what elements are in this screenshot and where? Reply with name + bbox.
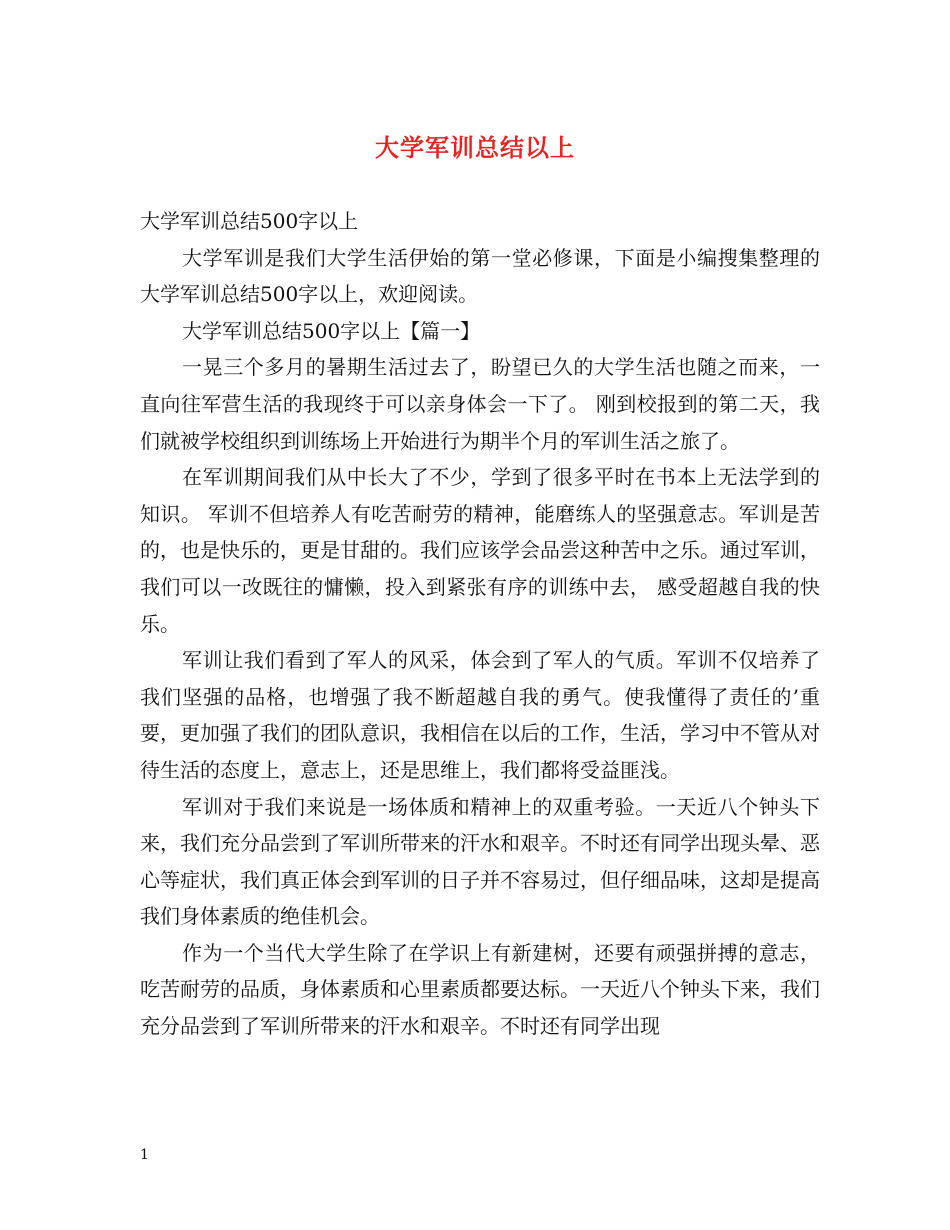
body-paragraph: 在军训期间我们从中长大了不少，学到了很多平时在书本上无法学到的知识。 军训不但培养人有吃苦耐劳的精神，能磨练人的坚强意志。军训是苦的，也是快乐的，更是甘甜的。我们应该学会品尝这种苦中之乐。通过军训，我们可以一改既往的慵懒，投入到紧张有序的训练中去， 感受超越自我的快乐。 bbox=[140, 465, 820, 636]
document-title: 大学军训总结以上 bbox=[375, 133, 575, 162]
body-paragraph: 作为一个当代大学生除了在学识上有新建树，还要有顽强拼搏的意志，吃苦耐劳的品质，身体素质和心里素质都要达标。一天近八个钟头下来，我们充分品尝到了军训所带来的汗水和艰辛。不时还有同学出现 bbox=[140, 940, 820, 1039]
section-heading: 大学军训总结500字以上【篇一】 bbox=[182, 318, 481, 343]
body-paragraph: 军训对于我们来说是一场体质和精神上的双重考验。一天近八个钟头下来，我们充分品尝到了军训所带来的汗水和艰辛。不时还有同学出现头晕、恶心等症状，我们真正体会到军训的日子并不容易过，但仔细品味，这却是提高我们身体素质的绝佳机会。 bbox=[140, 794, 820, 929]
intro-paragraph: 大学军训是我们大学生活伊始的第一堂必修课，下面是小编搜集整理的大学军训总结500字以上，欢迎阅读。 bbox=[140, 245, 820, 307]
page-number: 1 bbox=[140, 1147, 149, 1163]
body-paragraph: 军训让我们看到了军人的风采，体会到了军人的气质。军训不仅培养了我们坚强的品格，也增强了我不断超越自我的勇气。使我懂得了责任的’重要，更加强了我们的团队意识，我相信在以后的工作，生活，学习中不管从对待生活的态度上，意志上，还是思维上，我们都将受益匪浅。 bbox=[140, 648, 820, 782]
subtitle-line: 大学军训总结500字以上 bbox=[140, 209, 359, 233]
body-paragraph: 一晃三个多月的暑期生活过去了，盼望已久的大学生活也随之而来，一直向往军营生活的我现终于可以亲身体会一下了。 刚到校报到的第二天，我们就被学校组织到训练场上开始进行为期半个月的军训生活之旅了。 bbox=[140, 355, 820, 453]
document-body bbox=[140, 203, 820, 1045]
